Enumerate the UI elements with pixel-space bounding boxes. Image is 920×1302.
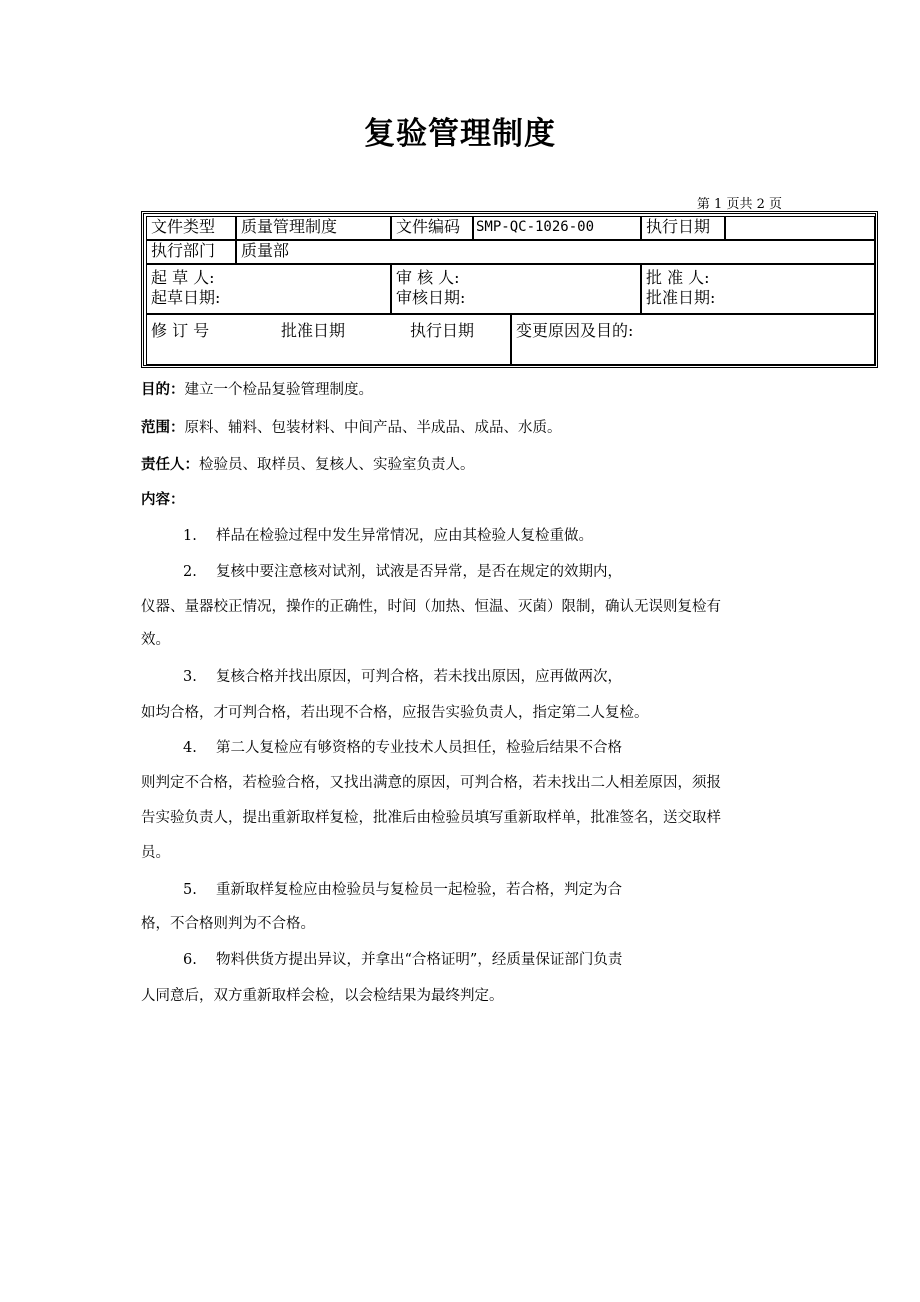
- item-1-line-1: [183, 526, 593, 546]
- item-2-line-2: 仪器、量器校正情况，操作的正确性，时间（加热、恒温、灭菌）限制，确认无误则复检有: [141, 599, 721, 615]
- change-reason-label: 变更原因及目的:: [511, 314, 875, 365]
- revision-no-label: 修 订 号: [151, 321, 210, 340]
- item-4-line-4: 员。: [141, 845, 170, 861]
- item-4-line-3: 告实验负责人，提出重新取样复检，批准后由检验员填写重新取样单，批准签名，送交取样: [141, 810, 721, 826]
- item-2-line-1: [183, 562, 622, 582]
- revision-exec-date-label: 执行日期: [410, 321, 475, 340]
- item-number: 1.: [183, 528, 197, 544]
- item-4-line-2: 则判定不合格，若检验合格，又找出满意的原因，可判合格，若未找出二人相差原因，须报: [141, 775, 721, 791]
- approver-cell: [641, 264, 875, 314]
- responsible-text: 检验员、取样员、复核人、实验室负责人。: [199, 457, 475, 473]
- item-3-line-1: [183, 667, 622, 687]
- doc-type-value: 质量管理制度: [236, 216, 391, 240]
- document-title: 复验管理制度: [364, 116, 556, 152]
- item-6-line-2: 人同意后，双方重新取样会检，以会检结果为最终判定。: [141, 988, 504, 1004]
- revision-cell: [146, 314, 511, 365]
- purpose-line: [141, 380, 373, 400]
- scope-label: 范围：: [141, 419, 185, 436]
- purpose-label: 目的：: [141, 381, 185, 398]
- reviewer-label: 审 核 人:: [396, 268, 460, 287]
- drafter-cell: [146, 264, 391, 314]
- item-5-line-2: 格，不合格则判为不合格。: [141, 916, 315, 932]
- item-number: 5.: [183, 882, 197, 898]
- item-text: 重新取样复检应由检验员与复检员一起检验，若合格，判定为合: [216, 882, 622, 898]
- responsible-label: 责任人：: [141, 456, 199, 473]
- exec-date-value: [725, 216, 875, 240]
- item-text: 样品在检验过程中发生异常情况，应由其检验人复检重做。: [216, 528, 593, 544]
- scope-line: [141, 418, 562, 438]
- approver-label: 批 准 人:: [646, 268, 710, 287]
- reviewer-cell: [391, 264, 641, 314]
- item-number: 6.: [183, 952, 197, 968]
- draft-date-label: 起草日期:: [151, 288, 221, 307]
- exec-dept-value: 质量部: [236, 240, 875, 264]
- exec-dept-label: 执行部门: [146, 240, 236, 264]
- item-text: 第二人复检应有够资格的专业技术人员担任，检验后结果不合格: [216, 740, 622, 756]
- item-6-line-1: [183, 950, 622, 970]
- responsible-line: [141, 455, 475, 475]
- content-heading: [141, 490, 185, 510]
- doc-type-label: 文件类型: [146, 216, 236, 240]
- drafter-label: 起 草 人:: [151, 268, 215, 287]
- doc-code-label: 文件编码: [391, 216, 473, 240]
- item-text: 复核合格并找出原因，可判合格，若未找出原因，应再做两次，: [216, 669, 622, 685]
- item-text: 复核中要注意核对试剂，试液是否异常，是否在规定的效期内，: [216, 564, 622, 580]
- scope-text: 原料、辅料、包装材料、中间产品、半成品、成品、水质。: [184, 420, 562, 436]
- item-number: 3.: [183, 669, 197, 685]
- doc-code-value: SMP-QC-1026-00: [473, 216, 641, 240]
- revision-approve-date-label: 批准日期: [281, 321, 346, 340]
- item-4-line-1: [183, 738, 622, 758]
- purpose-text: 建立一个检品复验管理制度。: [184, 382, 373, 398]
- item-5-line-1: [183, 880, 622, 900]
- header-table: [141, 211, 878, 368]
- review-date-label: 审核日期:: [396, 288, 466, 307]
- item-3-line-2: 如均合格，才可判合格，若出现不合格，应报告实验负责人，指定第二人复检。: [141, 705, 649, 721]
- item-number: 2.: [183, 564, 197, 580]
- content-label: 内容：: [141, 491, 185, 508]
- approve-date-label: 批准日期:: [646, 288, 716, 307]
- page-indicator: 第 1 页共 2 页: [696, 197, 782, 212]
- item-number: 4.: [183, 740, 197, 756]
- exec-date-label: 执行日期: [641, 216, 725, 240]
- item-2-line-3: 效。: [141, 632, 170, 648]
- item-text: 物料供货方提出异议，并拿出“合格证明”，经质量保证部门负责: [216, 952, 623, 968]
